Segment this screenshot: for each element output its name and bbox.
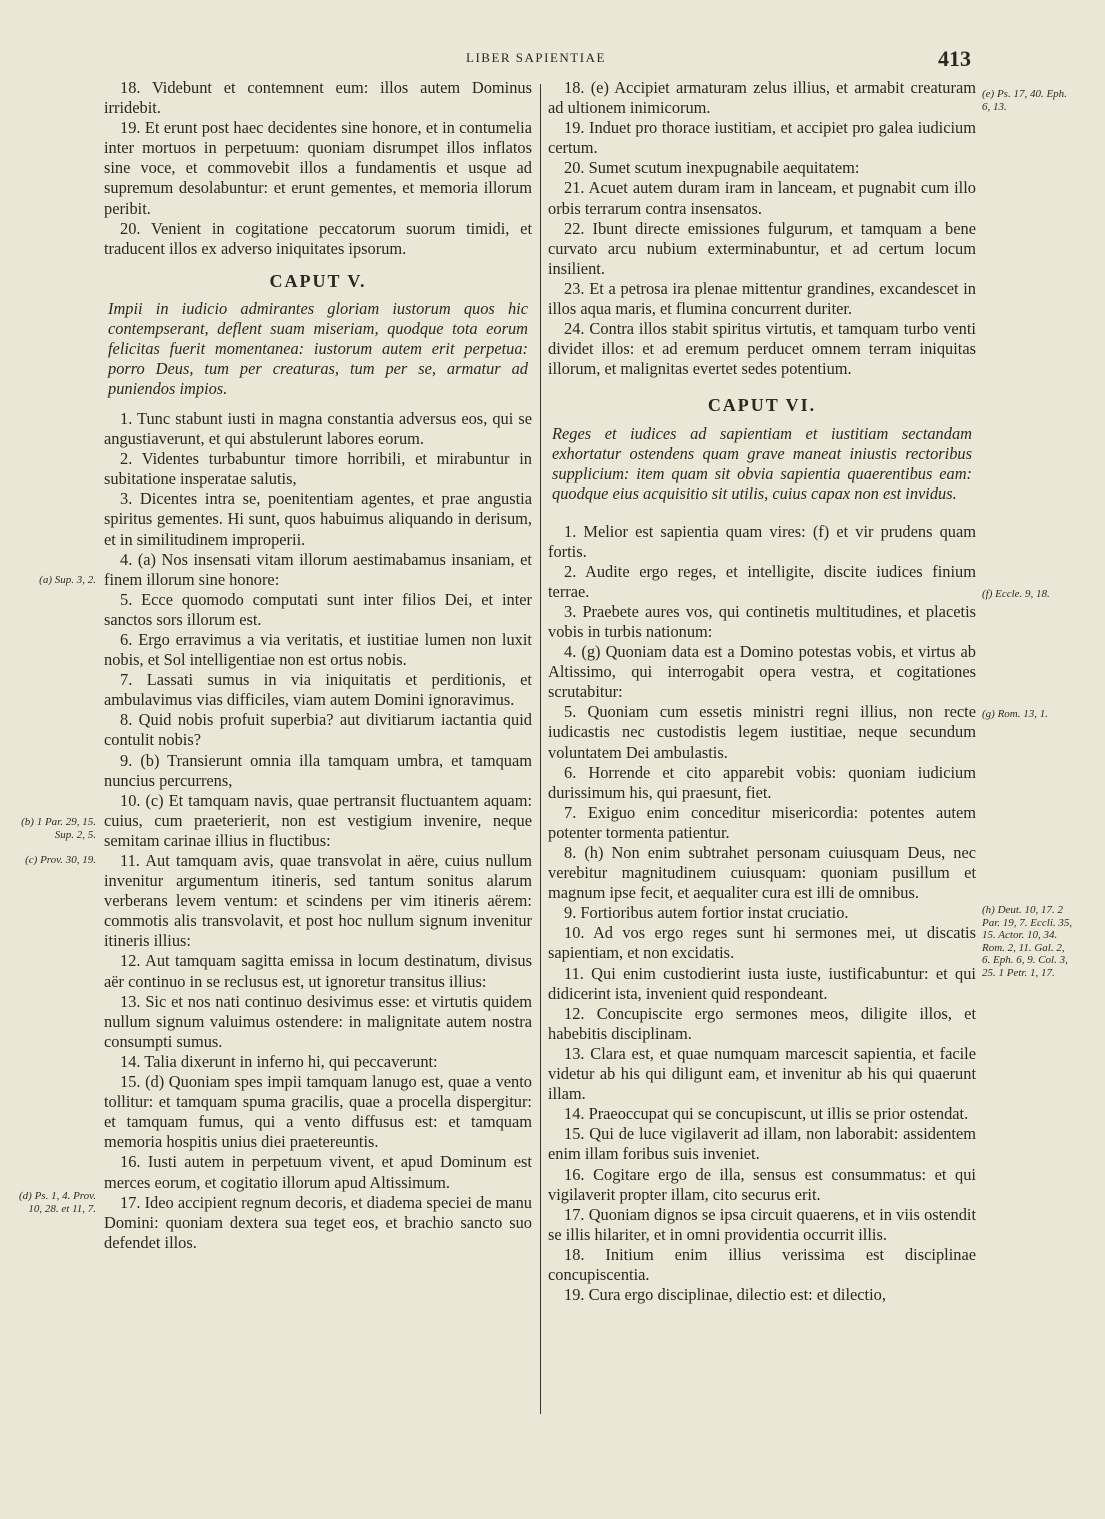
verse: 5. Ecce quomodo computati sunt inter filios Dei, et inter sanctos sors illorum est. bbox=[104, 589, 532, 629]
verse: 1. Tunc stabunt iusti in magna constantia adversus eos, qui se angustiaverunt, et qui abstulerunt labores eorum. bbox=[104, 408, 532, 449]
verse: 20. Sumet scutum inexpugnabile aequitatem: bbox=[564, 158, 860, 178]
chapter-summary: Reges et iudices ad sapientiam et iustitiam sectandam exhortatur ostendens quam grave maneat iniustis rectoribus supplicium: item quam sit obvia sapientia quaerentibus eam: quodque eius acquisitio sit utilis, cuius capax non est invidus. bbox=[552, 423, 972, 503]
verse: 12. Aut tamquam sagitta emissa in locum destinatum, divisus aër continuo in se reclusus est, ut ignoretur transitus illius: bbox=[104, 951, 532, 991]
margin-note-e: (e) Ps. 17, 40. Eph. 6, 13. bbox=[982, 88, 1067, 113]
right-column bbox=[548, 78, 976, 1305]
verse: 6. Ergo erravimus a via veritatis, et iustitiae lumen non luxit nobis, et Sol intelligentiae non est ortus nobis. bbox=[104, 629, 532, 670]
verse: 7. Lassati sumus in via iniquitatis et perditionis, et ambulavimus vias difficiles, viam autem Domini ignoravimus. bbox=[104, 670, 532, 710]
verse: 20. Venient in cogitatione peccatorum suorum timidi, et traducent illos ex adverso iniquitates ipsorum. bbox=[104, 218, 532, 258]
chapter-heading: CAPUT V. bbox=[269, 270, 367, 291]
verse: 16. Iusti autem in perpetuum vivent, et apud Dominum est merces eorum, et cogitatio illorum apud Altissimum. bbox=[104, 1152, 532, 1192]
verse: 11. Qui enim custodierint iusta iuste, iustificabuntur: et qui didicerint ista, invenient quid respondeant. bbox=[548, 963, 976, 1003]
left-column bbox=[104, 78, 532, 1253]
verse: 19. Et erunt post haec decidentes sine honore, et in contumelia inter mortuos in perpetuum: quoniam disrumpet illos inflatos sine voce, et commovebit illos a fundamentis et usque ad supremum desolabuntur: et erunt gementes, et memoria illorum peribit. bbox=[104, 118, 532, 218]
verse: 9. Fortioribus autem fortior instat cruciatio. bbox=[564, 903, 849, 923]
running-title: LIBER SAPIENTIAE bbox=[466, 50, 606, 65]
verse: 14. Praeoccupat qui se concupiscunt, ut illis se prior ostendat. bbox=[564, 1104, 969, 1124]
verse: 23. Et a petrosa ira plenae mittentur grandines, excandescet in illos aqua maris, et flumina concurrent duriter. bbox=[548, 278, 976, 319]
verse: 17. Quoniam dignos se ipsa circuit quaerens, et in viis ostendit se illis hilariter, et in omni providentia occurrit illis. bbox=[548, 1204, 976, 1244]
verse: 10. (c) Et tamquam navis, quae pertransit fluctuantem aquam: cuius, cum praeterierit, non est vestigium invenire, neque semitam carinae illius in fluctibus: bbox=[104, 790, 532, 850]
verse: 8. (h) Non enim subtrahet personam cuiusquam Deus, nec verebitur magnitudinem cuiusquam: quoniam pusillum et magnum ipse fecit, et aequaliter cura est illi de omnibus. bbox=[548, 843, 976, 903]
verse: 12. Concupiscite ergo sermones meos, diligite illos, et habebitis disciplinam. bbox=[548, 1003, 976, 1043]
verse: 18. (e) Accipiet armaturam zelus illius, et armabit creaturam ad ultionem inimicorum. bbox=[548, 78, 976, 118]
verse: 10. Ad vos ergo reges sunt hi sermones mei, ut discatis sapientiam, et non excidatis. bbox=[548, 923, 976, 963]
column-divider bbox=[540, 84, 541, 1414]
margin-note-c: (c) Prov. 30, 19. bbox=[25, 854, 96, 866]
verse: 14. Talia dixerunt in inferno hi, qui peccaverunt: bbox=[120, 1051, 438, 1071]
verse: 4. (g) Quoniam data est a Domino potestas vobis, et virtus ab Altissimo, qui interrogabit opera vestra, et cogitationes scrutabitur: bbox=[548, 642, 976, 702]
verse: 18. Videbunt et contemnent eum: illos autem Dominus irridebit. bbox=[104, 78, 532, 118]
margin-note-b: (b) 1 Par. 29, 15. Sup. 2, 5. bbox=[21, 816, 96, 841]
verse: 24. Contra illos stabit spiritus virtutis, et tamquam turbo venti dividet illos: et ad eremum perducet omnem terram iniquitas illorum, et malignitas evertet sedes potentium. bbox=[548, 319, 976, 379]
verse: 19. Cura ergo disciplinae, dilectio est: et dilectio, bbox=[564, 1285, 886, 1305]
verse: 9. (b) Transierunt omnia illa tamquam umbra, et tamquam nuncius percurrens, bbox=[104, 750, 532, 790]
verse: 5. Quoniam cum essetis ministri regni illius, non recte iudicastis nec custodistis legem iustitiae, neque secundum voluntatem Dei ambulastis. bbox=[548, 702, 976, 762]
margin-note-a: (a) Sup. 3, 2. bbox=[39, 574, 96, 586]
verse: 17. Ideo accipient regnum decoris, et diadema speciei de manu Domini: quoniam dextera sua teget eos, et brachio sancto suo defendet illos. bbox=[104, 1192, 532, 1252]
verse: 13. Clara est, et quae numquam marcescit sapientia, et facile videtur ab his qui diligunt eam, et invenitur ab his qui quaerunt illam. bbox=[548, 1043, 976, 1104]
verse: 3. Praebete aures vos, qui continetis multitudines, et placetis vobis in turbis nationum: bbox=[548, 601, 976, 641]
margin-note-g: (g) Rom. 13, 1. bbox=[982, 708, 1048, 720]
margin-note-d: (d) Ps. 1, 4. Prov. 10, 28. et 11, 7. bbox=[19, 1190, 96, 1215]
chapter-summary: Impii in iudicio admirantes gloriam iustorum quos hic contempserant, deflent suam miseriam, quodque tota eorum felicitas fuerit momentanea: iustorum autem erit perpetua: porro Deus, tum per creaturas, tum per se, armatur ad puniendos impios. bbox=[108, 298, 528, 398]
verse: 22. Ibunt directe emissiones fulgurum, et tamquam a bene curvato arcu nubium exterminabuntur, et ad certum locum insilient. bbox=[548, 218, 976, 278]
verse: 2. Audite ergo reges, et intelligite, discite iudices finium terrae. bbox=[548, 561, 976, 601]
verse: 11. Aut tamquam avis, quae transvolat in aëre, cuius nullum invenitur argumentum itineris, sed tantum sonitus alarum verberans levem ventum: et scindens per vim itineris aërem: commotis alis transvolavit, et post hoc nullum signum invenitur itineris illius: bbox=[104, 851, 532, 951]
verse: 15. Qui de luce vigilaverit ad illam, non laborabit: assidentem enim illam foribus suis inveniet. bbox=[548, 1124, 976, 1164]
verse: 8. Quid nobis profuit superbia? aut divitiarum iactantia quid contulit nobis? bbox=[104, 710, 532, 750]
verse: 6. Horrende et cito apparebit vobis: quoniam iudicium durissimum his, qui praesunt, fiet. bbox=[548, 762, 976, 802]
margin-note-f: (f) Eccle. 9, 18. bbox=[982, 588, 1050, 600]
verse: 16. Cogitare ergo de illa, sensus est consummatus: et qui vigilaverit propter illam, cito securus erit. bbox=[548, 1164, 976, 1204]
verse: 1. Melior est sapientia quam vires: (f) et vir prudens quam fortis. bbox=[548, 521, 976, 561]
verse: 19. Induet pro thorace iustitiam, et accipiet pro galea iudicium certum. bbox=[548, 118, 976, 158]
verse: 13. Sic et nos nati continuo desivimus esse: et virtutis quidem nullum signum valuimus ostendere: in malignitate autem nostra consumpti sumus. bbox=[104, 991, 532, 1051]
chapter-heading: CAPUT VI. bbox=[707, 395, 817, 416]
verse: 21. Acuet autem duram iram in lanceam, et pugnabit cum illo orbis terrarum contra insensatos. bbox=[548, 178, 976, 218]
verse: 7. Exiguo enim conceditur misericordia: potentes autem potenter tormenta patientur. bbox=[548, 802, 976, 842]
page-number: 413 bbox=[938, 46, 971, 71]
verse: 3. Dicentes intra se, poenitentiam agentes, et prae angustia spiritus gementes. Hi sunt, quos habuimus aliquando in derisum, et in similitudinem improperii. bbox=[104, 489, 532, 549]
verse: 18. Initium enim illius verissima est disciplinae concupiscentia. bbox=[548, 1244, 976, 1284]
margin-note-h: (h) Deut. 10, 17. 2 Par. 19, 7. Eccli. 35, 15. Actor. 10, 34. Rom. 2, 11. Gal. 2, 6. Eph. 6, 9. Col. 3, 25. 1 Petr. 1, 17. bbox=[982, 904, 1073, 979]
verse: 2. Videntes turbabuntur timore horribili, et mirabuntur in subitatione insperatae salutis, bbox=[104, 449, 532, 489]
verse: 4. (a) Nos insensati vitam illorum aestimabamus insaniam, et finem illorum sine honore: bbox=[104, 549, 532, 589]
verse: 15. (d) Quoniam spes impii tamquam lanugo est, quae a vento tollitur: et tamquam spuma gracilis, quae a procella dispergitur: et tamquam fumus, qui a vento diffusus est: et tamquam memoria hospitis unius diei praetereuntis. bbox=[104, 1072, 532, 1152]
